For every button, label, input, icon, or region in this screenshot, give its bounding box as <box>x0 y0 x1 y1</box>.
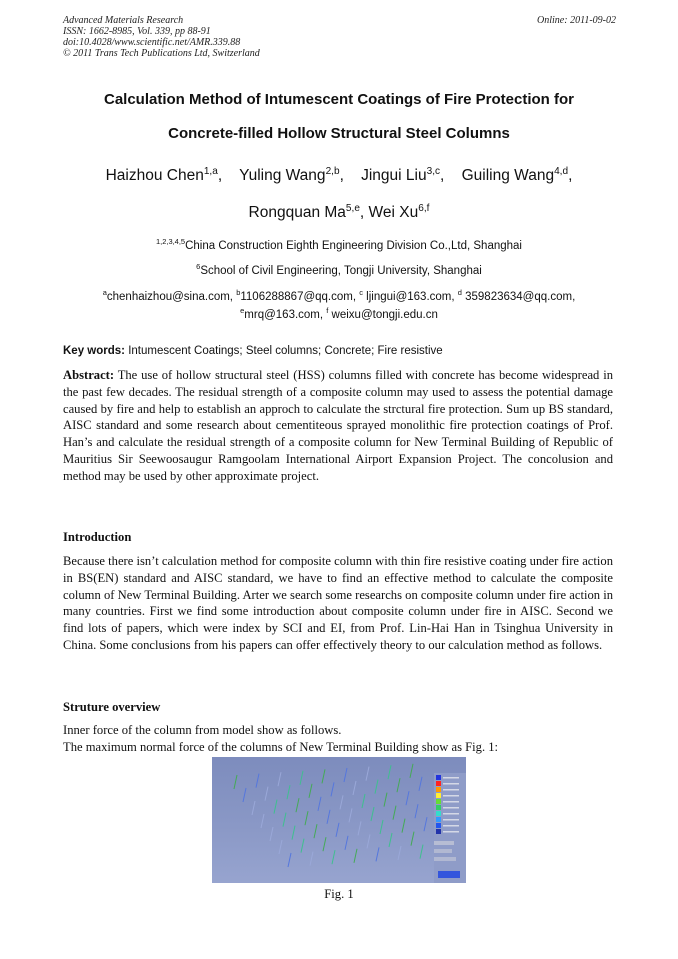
column-element <box>332 850 335 864</box>
journal-doi: doi:10.4028/www.scientific.net/AMR.339.88 <box>63 37 241 48</box>
legend-value-text <box>443 789 459 791</box>
keywords <box>63 345 443 357</box>
paper-title-line-2: Concrete-filled Hollow Structural Steel Columns <box>168 125 510 142</box>
column-element <box>261 814 264 828</box>
affiliation-text: School of Civil Engineering, Tongji University, Shanghai <box>200 264 482 277</box>
column-element <box>252 801 255 815</box>
author-separator: , <box>359 204 365 222</box>
journal-copyright: © 2011 Trans Tech Publications Ltd, Switzerland <box>63 48 260 59</box>
column-element <box>274 800 277 814</box>
legend-swatch <box>436 787 441 792</box>
column-element <box>358 821 361 835</box>
author-name: Rongquan Ma <box>248 204 346 222</box>
paper-title-line-1: Calculation Method of Intumescent Coatings of Fire Protection for <box>103 91 575 108</box>
column-element <box>354 849 357 863</box>
email-address: ljingui@163.com, <box>362 290 458 303</box>
column-element <box>388 765 391 779</box>
column-element <box>367 834 370 848</box>
column-element <box>270 827 273 841</box>
structural-model-render <box>212 757 466 883</box>
email-address: weixu@tongji.edu.cn <box>328 308 438 321</box>
legend-swatch <box>436 823 441 828</box>
affiliation-mark: 1,2,3,4,5 <box>156 237 186 246</box>
affiliation-text: China Construction Eighth Engineering Division Co.,Ltd, Shanghai <box>185 239 522 252</box>
author-affiliation-mark: 2,b <box>325 166 340 177</box>
column-element <box>322 769 325 783</box>
email-line-1 <box>0 288 678 303</box>
legend-swatch <box>436 829 441 834</box>
author-separator: , <box>568 167 573 185</box>
column-element <box>366 767 369 781</box>
legend-swatch <box>436 811 441 816</box>
column-element <box>243 788 246 802</box>
legend-swatch <box>436 799 441 804</box>
author-list-line-1 <box>0 166 678 185</box>
author-name: Jingui Liu <box>361 167 427 185</box>
email-mark: d <box>457 288 462 297</box>
abstract-label: Abstract: <box>63 368 115 382</box>
journal-header <box>63 15 616 59</box>
legend-swatch <box>436 817 441 822</box>
legend-swatch <box>436 781 441 786</box>
email-address: 359823634@qq.com, <box>461 290 576 303</box>
column-element <box>310 852 313 866</box>
column-element <box>419 777 422 791</box>
email-mark: f <box>326 306 329 315</box>
journal-issn: ISSN: 1662-8985, Vol. 339, pp 88-91 <box>63 26 211 37</box>
author-affiliation-mark: 3,c <box>426 166 441 177</box>
column-element <box>288 853 291 867</box>
column-element <box>349 808 352 822</box>
author-affiliation-mark: 1,a <box>203 166 218 177</box>
column-element <box>353 781 356 795</box>
structure-line-1: Inner force of the column from model show as follows. <box>63 723 342 737</box>
author-list-line-2 <box>0 203 678 222</box>
author-affiliation-mark: 4,d <box>554 166 569 177</box>
keywords-separator: : <box>121 345 126 357</box>
online-date: Online: 2011-09-02 <box>537 15 616 26</box>
column-element <box>376 847 379 861</box>
column-element <box>323 837 326 851</box>
structure-line-2: The maximum normal force of the columns of New Terminal Building show as Fig. 1: <box>63 740 499 754</box>
email-mark: b <box>236 288 241 297</box>
column-element <box>300 771 303 785</box>
author-affiliation-mark: 6,f <box>418 203 430 214</box>
affiliation-2 <box>0 262 678 277</box>
author-name: Wei Xu <box>368 204 419 222</box>
column-element <box>406 791 409 805</box>
column-element <box>384 793 387 807</box>
column-element <box>371 807 374 821</box>
column-element <box>279 840 282 854</box>
legend-value-text <box>443 783 459 785</box>
legend-text-block <box>434 841 454 845</box>
journal-name: Advanced Materials Research <box>63 15 184 26</box>
abstract-text: The use of hollow structural steel (HSS) columns filled with concrete has become widespread in the past few decades. The residual strength of a composite column may used to assess the potential damage caused by fire and help to establish an approch to calculate the strctural fire protection. Sum up BS standard, AISC standard and some research about cementiteous sprayed monolithic fire protection coatings of Prof. Han’s and calculate the residual strength of a composite column for New Terminal Building of Republic of Mauritius Sir Seewoosaugur Ramgoolam International Airport Expansion Project. The concolusion and method may be used by other approximate project. <box>63 368 613 483</box>
figure-1-model-image <box>212 757 466 883</box>
column-element <box>424 817 427 831</box>
legend-swatch <box>436 775 441 780</box>
column-element <box>397 778 400 792</box>
keywords-label: Key words <box>63 345 122 357</box>
legend-value-text <box>443 795 459 797</box>
column-element <box>345 836 348 850</box>
column-element <box>278 772 281 786</box>
abstract-paragraph <box>63 367 613 485</box>
email-address: 1106288867@qq.com, <box>240 290 360 303</box>
column-element <box>344 768 347 782</box>
legend-value-text <box>443 801 459 803</box>
column-element <box>362 794 365 808</box>
legend-swatch <box>436 805 441 810</box>
column-element <box>393 806 396 820</box>
email-line-2 <box>0 306 678 321</box>
column-element <box>410 764 413 778</box>
column-element <box>327 810 330 824</box>
affiliation-1 <box>0 237 678 252</box>
column-elements <box>234 764 427 867</box>
column-element <box>402 819 405 833</box>
legend-value-text <box>443 825 459 827</box>
email-address: mrq@163.com, <box>244 308 327 321</box>
column-element <box>283 813 286 827</box>
column-element <box>340 795 343 809</box>
column-element <box>336 823 339 837</box>
column-element <box>411 832 414 846</box>
legend-value-text <box>443 819 459 821</box>
author-affiliation-mark: 5,e <box>345 203 360 214</box>
figure-1-caption: Fig. 1 <box>324 887 354 901</box>
author-separator: , <box>217 167 223 185</box>
column-element <box>415 804 418 818</box>
legend-swatch <box>436 793 441 798</box>
legend-text-block <box>434 849 452 853</box>
column-element <box>380 820 383 834</box>
author-name: Haizhou Chen <box>105 167 204 185</box>
column-element <box>314 824 317 838</box>
column-element <box>301 839 304 853</box>
column-element <box>292 826 295 840</box>
column-element <box>256 774 259 788</box>
author-separator: , <box>440 167 445 185</box>
legend-value-text <box>443 813 459 815</box>
introduction-paragraph: Because there isn’t calculation method for composite column with thin fire resistive coating under fire action in BS(EN) standard and AISC standard, we have to find an effective method to calculate the composite column of New Terminal Building. Arter we search some researchs on composite column under fire action in many countries. First we find some introduction about composite column under fire in AISC. Second we find lots of papers, which were index by SCI and EI, from Prof. Lin-Hai Han in Tsinghua University in China. Some conclusions from his papers can offer effectively theory to our calculation method as follows. <box>63 554 613 652</box>
legend-value-text <box>443 807 459 809</box>
column-element <box>309 784 312 798</box>
author-name: Guiling Wang <box>461 167 555 185</box>
column-element <box>265 787 268 801</box>
software-logo-mark <box>438 871 460 878</box>
column-element <box>296 798 299 812</box>
introduction-heading: Introduction <box>63 530 132 544</box>
author-separator: , <box>339 167 344 185</box>
email-mark: e <box>240 306 245 315</box>
legend-text-block <box>434 857 456 861</box>
email-address: chenhaizhou@sina.com, <box>106 290 237 303</box>
column-element <box>287 785 290 799</box>
legend-value-text <box>443 777 459 779</box>
column-element <box>398 846 401 860</box>
column-element <box>375 780 378 794</box>
affiliation-mark: 6 <box>196 262 201 271</box>
column-element <box>420 845 423 859</box>
column-element <box>318 797 321 811</box>
structure-heading: Struture overview <box>63 700 161 714</box>
author-name: Yuling Wang <box>239 167 326 185</box>
email-mark: a <box>102 288 107 297</box>
column-element <box>305 811 308 825</box>
keywords-text: Intumescent Coatings; Steel columns; Concrete; Fire resistive <box>125 345 443 357</box>
column-element <box>331 782 334 796</box>
email-mark: c <box>359 288 363 297</box>
legend-value-text <box>443 831 459 833</box>
column-element <box>389 833 392 847</box>
column-element <box>234 775 237 789</box>
